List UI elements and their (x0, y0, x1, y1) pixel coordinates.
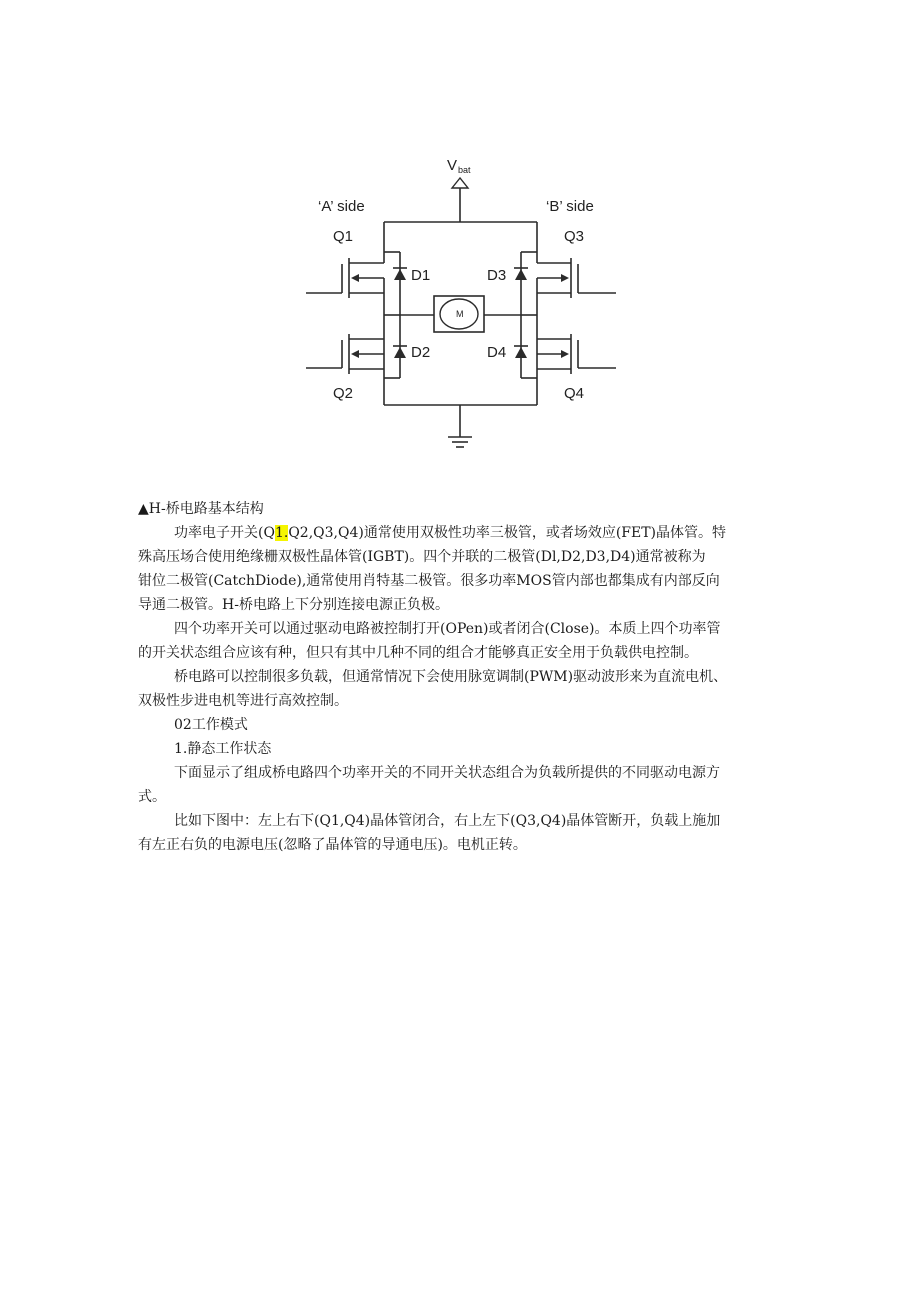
figure-caption: ▲H-桥电路基本结构 (138, 501, 264, 517)
paragraph-line: 殊高压场合使用绝缘栅双极性晶体管(IGBT)。四个并联的二极管(Dl,D2,D3,D4)通常被称为 (138, 549, 706, 565)
d1-diode-icon (384, 252, 407, 315)
section-heading: 02工作模式 (174, 717, 248, 733)
side-b-label: ‘B’ side (546, 198, 594, 215)
d4-label: D4 (487, 344, 507, 361)
ground-icon (448, 405, 472, 447)
side-a-label: ‘A’ side (318, 198, 365, 215)
paragraph-line: 双极性步进电机等进行高效控制。 (138, 693, 348, 709)
q3-label: Q3 (564, 228, 585, 245)
paragraph-line: 比如下图中：左上右下(Q1,Q4)晶体管闭合，右上左下(Q3,Q4)晶体管断开，负载上施加 (174, 813, 721, 829)
paragraph-states (138, 617, 788, 665)
paragraph-line: 有左正右负的电源电压(忽略了晶体管的导通电压)。电机正转。 (138, 837, 527, 853)
paragraph-line: 式。 (138, 789, 166, 805)
q1-label: Q1 (333, 228, 354, 245)
d2-diode-icon (384, 315, 407, 378)
paragraph-line: 桥电路可以控制很多负载，但通常情况下会使用脉宽调制(PWM)驱动波形来为直流电机、 (174, 669, 728, 685)
paragraph-example (138, 809, 788, 857)
motor-label: M (456, 309, 464, 319)
highlighted-text: 1. (274, 525, 289, 541)
paragraph-line: 的开关状态组合应该有种，但只有其中几种不同的组合才能够真正安全用于负载供电控制。 (138, 645, 698, 661)
q2-label: Q2 (333, 385, 354, 402)
paragraph-switches (138, 521, 788, 617)
q1-transistor (306, 252, 384, 315)
vbat-subscript: bat (458, 165, 471, 175)
paragraph-line: 四个功率开关可以通过驱动电路被控制打开(OPen)或者闭合(Close)。本质上四个功率管 (174, 621, 721, 637)
paragraph-line: 钳位二极管(CatchDiode),通常使用肖特基二极管。很多功率MOS管内部也都集成有内部反向 (138, 573, 720, 589)
paragraph-line: 导通二极管。H-桥电路上下分别连接电源正负极。 (138, 597, 449, 613)
d1-label: D1 (411, 267, 431, 284)
paragraph-line: 功率电子开关(Q1.Q2,Q3,Q4)通常使用双极性功率三极管，或者场效应(FET)晶体管。特 (174, 525, 727, 541)
q2-transistor (306, 315, 384, 378)
q3-transistor (537, 252, 616, 315)
q4-transistor (537, 315, 616, 378)
d3-diode-icon (514, 252, 537, 315)
paragraph-drive-modes (138, 761, 788, 809)
d2-label: D2 (411, 344, 431, 361)
h-bridge-diagram (300, 150, 630, 460)
h-bridge-circuit (300, 150, 630, 460)
paragraph-pwm (138, 665, 788, 713)
motor-icon (434, 296, 484, 332)
subsection-heading: 1.静态工作状态 (174, 741, 272, 757)
article-body (138, 497, 788, 857)
q4-label: Q4 (564, 385, 585, 402)
vbat-label: V (447, 157, 458, 174)
d3-label: D3 (487, 267, 507, 284)
vbat-terminal-icon (452, 178, 468, 188)
d4-diode-icon (514, 315, 537, 378)
paragraph-line: 下面显示了组成桥电路四个功率开关的不同开关状态组合为负载所提供的不同驱动电源方 (174, 765, 720, 781)
